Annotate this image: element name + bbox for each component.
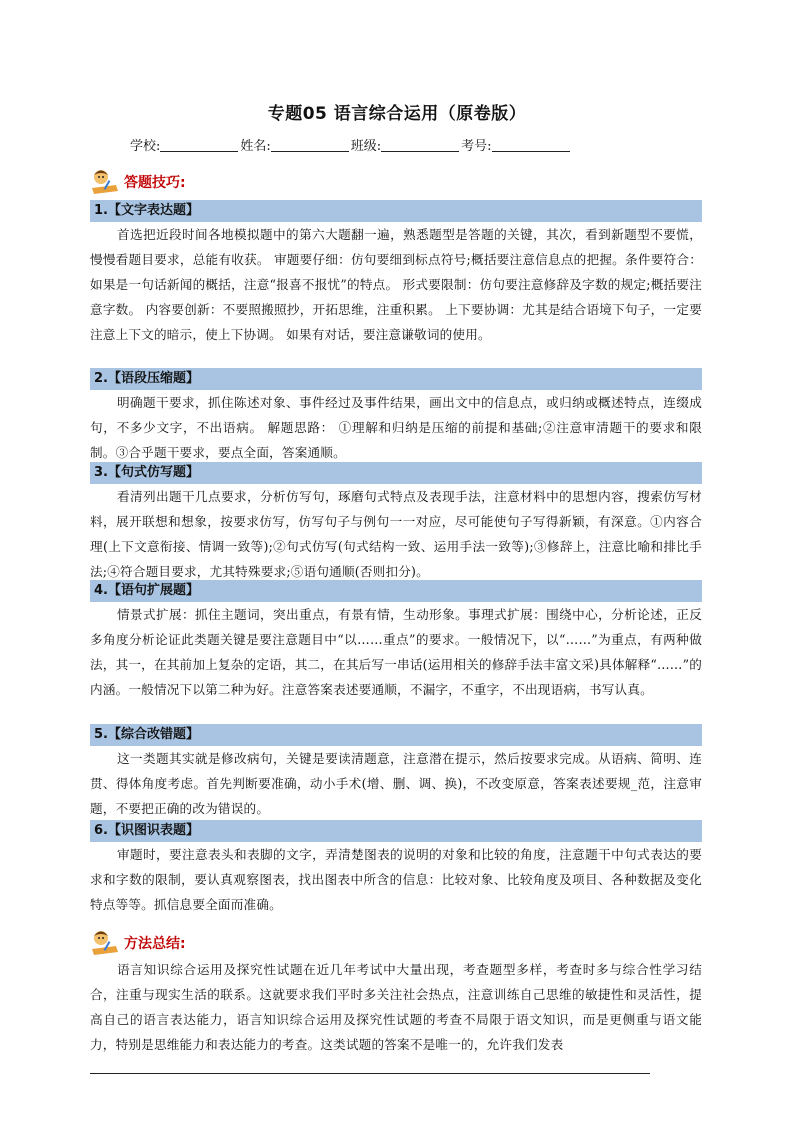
school-blank[interactable] [160, 139, 238, 152]
section-text-3: 看清列出题干几点要求，分析仿写句，琢磨句式特点及表现手法，注意材料中的思想内容，搜索仿写材料，展开联想和想象，按要求仿写，仿写句子与例句一一对应，尽可能使句子写得新颖，有深意。①内容合理(上下文意衔接、情调一致等);②句式仿写(句式结构一致、运用手法一致等);③修辞上，注意比喻和排比手法;④符合题目要求，尤其特殊要求;⑤语句通顺(否则扣分)。 [90, 489, 702, 579]
name-label: 姓名: [240, 139, 271, 154]
section-heading-2: 2.【语段压缩题】 [90, 368, 702, 390]
section-heading-4: 4.【语句扩展题】 [90, 580, 702, 602]
tips-heading-text: 答题技巧: [124, 175, 186, 191]
student-writing-icon [90, 929, 120, 957]
student-writing-icon [90, 168, 120, 196]
school-label: 学校: [130, 139, 161, 154]
section-heading-1: 1.【文字表达题】 [90, 200, 702, 222]
tips-heading [90, 168, 186, 196]
class-blank[interactable] [381, 139, 459, 152]
methods-text: 语言知识综合运用及探究性试题在近几年考试中大量出现，考查题型多样，考查时多与综合性学习结合，注重与现实生活的联系。这就要求我们平时多关注社会热点，注意训练自己思维的敏捷性和灵活性，提高自己的语言表达能力，语言知识综合运用及探究性试题的考查不局限于语文知识，而是更侧重与语文能力，特别是思维能力和表达能力的考查。这类试题的答案不是唯一的，允许我们发表 [90, 962, 702, 1052]
methods-heading-text: 方法总结: [124, 936, 186, 952]
section-heading-6: 6.【识图识表题】 [90, 820, 702, 842]
exam-number-label: 考号: [461, 139, 492, 154]
page-title: 专题05 语言综合运用（原卷版） [267, 104, 527, 124]
section-heading-3: 3.【句式仿写题】 [90, 462, 702, 484]
student-info-line [130, 135, 572, 154]
exam-number-blank[interactable] [492, 139, 570, 152]
section-text-4: 情景式扩展：抓住主题词，突出重点，有景有情，生动形象。事理式扩展：围绕中心，分析论述，正反多角度分析论证此类题关键是要注意题目中“以……重点”的要求。一般情况下，以“……”为重点，有两种做法，其一，在其前加上复杂的定语，其二，在其后写一串话(运用相关的修辞手法丰富文采)具体解释“……”的内涵。一般情况下以第二种为好。注意答案表述要通顺，不漏字，不重字，不出现语病，书写认真。 [90, 607, 703, 697]
section-text-2: 明确题干要求，抓住陈述对象、事件经过及事件结果，画出文中的信息点，或归纳或概述特点，连缀成句，不多少文字，不出语病。 解题思路： ①理解和归纳是压缩的前提和基础;②注意审清题干的要求和限制。③合乎题干要求，要点全面，答案通顺。 [90, 395, 702, 460]
name-blank[interactable] [271, 139, 349, 152]
section-text-1: 首选把近段时间各地模拟题中的第六大题翻一遍，熟悉题型是答题的关键，其次，看到新题型不要慌，慢慢看题目要求，总能有收获。 审题要仔细：仿句要细到标点符号;概括要注意信息点的把握。条件要符合：如果是一句话新闻的概括，注意“报喜不报忧”的特点。 形式要限制：仿句要注意修辞及字数的规定;概括要注意字数。 内容要创新：不要照搬照抄，开拓思维，注重积累。 上下要协调：尤其是结合语境下句子，一定要注意上下文的暗示，使上下协调。 如果有对话，要注意谦敬词的使用。 [90, 227, 702, 342]
methods-heading [90, 929, 186, 957]
footer-divider [90, 1073, 650, 1074]
section-text-5: 这一类题其实就是修改病句，关键是要读清题意，注意潜在提示，然后按要求完成。从语病、简明、连贯、得体角度考虑。首先判断要准确，动小手术(增、删、调、换)，不改变原意，答案表述要规_范，注意审题，不要把正确的改为错误的。 [90, 751, 702, 816]
class-label: 班级: [350, 139, 382, 154]
section-heading-5: 5.【综合改错题】 [90, 724, 702, 746]
section-text-6: 审题时，要注意表头和表脚的文字，弄清楚图表的说明的对象和比较的角度，注意题干中句式表达的要求和字数的限制，要认真观察图表，找出图表中所含的信息：比较对象、比较角度及项目、各种数据及变化特点等等。抓信息要全面而准确。 [90, 847, 702, 912]
